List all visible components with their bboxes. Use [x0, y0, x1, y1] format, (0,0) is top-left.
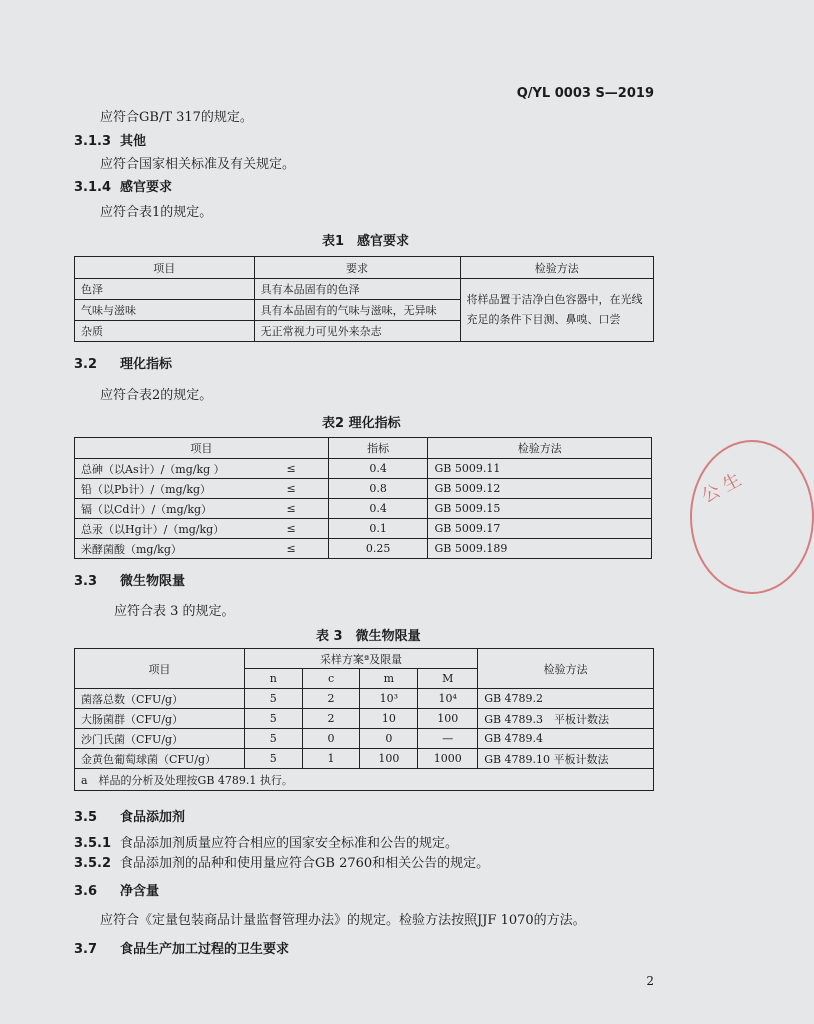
heading-3-7 — [74, 938, 289, 957]
table-cell: 10⁴ — [418, 689, 478, 709]
section-title: 其他 — [120, 134, 147, 149]
section-3-1-4-text: 应符合表1的规定。 — [100, 205, 213, 220]
section-title: 食品生产加工过程的卫生要求 — [120, 942, 290, 957]
table-cell: 镉（以Cd计）/（mg/kg） — [75, 499, 255, 519]
table-cell: — — [418, 729, 478, 749]
table-header: m — [360, 669, 418, 689]
clause-text: 食品添加剂的品种和使用量应符合GB 2760和相关公告的规定。 — [120, 856, 490, 871]
table-header: M — [418, 669, 478, 689]
table-cell: 铅（以Pb计）/（mg/kg） — [75, 479, 255, 499]
heading-3-1-4 — [74, 176, 172, 195]
table-cell: 具有本品固有的色泽 — [254, 279, 460, 300]
heading-3-6 — [74, 880, 159, 899]
heading-3-5 — [74, 806, 185, 825]
table2-physicochemical — [74, 437, 652, 559]
section-number: 3.1.4 — [74, 180, 112, 195]
table-cell: 10 — [360, 709, 418, 729]
table-cell: 0.1 — [328, 519, 428, 539]
table-cell: 5 — [244, 689, 302, 709]
section-3-6-text: 应符合《定量包装商品计量监督管理办法》的规定。检验方法按照JJF 1070的方法。 — [100, 913, 586, 928]
table-cell: 100 — [418, 709, 478, 729]
heading-3-2 — [74, 353, 172, 372]
table-cell: 1 — [302, 749, 360, 769]
table-header: n — [244, 669, 302, 689]
gb317-text: 应符合GB/T 317的规定。 — [100, 110, 253, 125]
table-cell: 5 — [244, 749, 302, 769]
section-title: 净含量 — [120, 884, 160, 899]
table-row — [75, 689, 654, 709]
table-row — [75, 729, 654, 749]
table-header: 检验方法 — [478, 649, 654, 689]
table-cell: 0.25 — [328, 539, 428, 559]
table-cell: 5 — [244, 729, 302, 749]
table-cell: 0.4 — [328, 459, 428, 479]
heading-3-3 — [74, 570, 185, 589]
section-number: 3.1.3 — [74, 134, 112, 149]
table-row — [75, 539, 652, 559]
table3-footnote: a 样品的分析及处理按GB 4789.1 执行。 — [75, 769, 654, 791]
table-cell: 0.4 — [328, 499, 428, 519]
section-number: 3.2 — [74, 357, 98, 372]
table-header: 项目 — [75, 649, 245, 689]
table-header: 检验方法 — [428, 438, 652, 459]
table-cell: 色泽 — [75, 279, 255, 300]
section-number: 3.5.1 — [74, 836, 112, 851]
table-cell: GB 5009.15 — [428, 499, 652, 519]
table-row — [75, 499, 652, 519]
table-cell: GB 5009.12 — [428, 479, 652, 499]
table-cell: ≤ — [254, 479, 328, 499]
section-number: 3.5 — [74, 810, 98, 825]
table-header-row — [75, 649, 654, 669]
red-seal-stamp: 公 生 — [690, 440, 814, 594]
table-cell: 5 — [244, 709, 302, 729]
table-cell: 10³ — [360, 689, 418, 709]
table3-microbial — [74, 648, 654, 791]
table-cell: 0 — [360, 729, 418, 749]
table-row — [75, 479, 652, 499]
table-header-row — [75, 257, 654, 279]
table-cell: 100 — [360, 749, 418, 769]
clause-3-5-2 — [74, 852, 489, 871]
table-footnote-row — [75, 769, 654, 791]
table-header: 采样方案ª及限量 — [244, 649, 477, 669]
table-header-row — [75, 438, 652, 459]
page-number: 2 — [646, 974, 654, 988]
section-number: 3.6 — [74, 884, 98, 899]
table-cell: ≤ — [254, 519, 328, 539]
table-row — [75, 709, 654, 729]
table-cell: 无正常视力可见外来杂志 — [254, 321, 460, 342]
table-header: 指标 — [328, 438, 428, 459]
section-3-3-text: 应符合表 3 的规定。 — [114, 604, 235, 619]
table3-caption: 表 3 微生物限量 — [316, 629, 421, 644]
section-number: 3.5.2 — [74, 856, 112, 871]
table-header: 项目 — [75, 438, 329, 459]
table-header: 检验方法 — [460, 257, 654, 279]
section-title: 理化指标 — [120, 357, 173, 372]
table-cell: GB 5009.17 — [428, 519, 652, 539]
table-cell: 沙门氏菌（CFU/g） — [75, 729, 245, 749]
table-cell: 大肠菌群（CFU/g） — [75, 709, 245, 729]
table-row — [75, 749, 654, 769]
table-cell: 金黄色葡萄球菌（CFU/g） — [75, 749, 245, 769]
section-title: 食品添加剂 — [120, 810, 186, 825]
table-header: c — [302, 669, 360, 689]
table-cell: GB 4789.10 平板计数法 — [478, 749, 654, 769]
table-cell: GB 5009.189 — [428, 539, 652, 559]
table-cell: 总砷（以As计）/（mg/kg ） — [75, 459, 255, 479]
table-cell: GB 5009.11 — [428, 459, 652, 479]
table-cell: ≤ — [254, 499, 328, 519]
section-3-1-3-text: 应符合国家相关标准及有关规定。 — [100, 157, 296, 172]
table-cell: ≤ — [254, 539, 328, 559]
table1-sensory — [74, 256, 654, 342]
table-row — [75, 519, 652, 539]
table-header: 要求 — [254, 257, 460, 279]
section-3-2-text: 应符合表2的规定。 — [100, 388, 213, 403]
table1-method-cell: 将样品置于洁净白色容器中，在光线充足的条件下目测、鼻嗅、口尝 — [460, 279, 654, 342]
table-cell: 0.8 — [328, 479, 428, 499]
table-row — [75, 459, 652, 479]
table-cell: GB 4789.2 — [478, 689, 654, 709]
table-row — [75, 279, 654, 300]
section-number: 3.3 — [74, 574, 98, 589]
table-cell: 杂质 — [75, 321, 255, 342]
section-number: 3.7 — [74, 942, 98, 957]
table1-caption: 表1 感官要求 — [322, 234, 410, 249]
clause-3-5-1 — [74, 832, 458, 851]
doc-code: Q/YL 0003 S—2019 — [516, 86, 654, 101]
table-cell: GB 4789.4 — [478, 729, 654, 749]
table-cell: 具有本品固有的气味与滋味，无异味 — [254, 300, 460, 321]
table-cell: GB 4789.3 平板计数法 — [478, 709, 654, 729]
clause-text: 食品添加剂质量应符合相应的国家安全标准和公告的规定。 — [120, 836, 459, 851]
section-title: 感官要求 — [120, 180, 173, 195]
table2-caption: 表2 理化指标 — [322, 416, 401, 431]
section-title: 微生物限量 — [120, 574, 186, 589]
table-cell: 气味与滋味 — [75, 300, 255, 321]
table-cell: 菌落总数（CFU/g） — [75, 689, 245, 709]
table-cell: 米酵菌酸（mg/kg） — [75, 539, 255, 559]
table-cell: 0 — [302, 729, 360, 749]
table-cell: ≤ — [254, 459, 328, 479]
table-header: 项目 — [75, 257, 255, 279]
table-cell: 2 — [302, 689, 360, 709]
table-cell: 总汞（以Hg计）/（mg/kg） — [75, 519, 255, 539]
table-cell: 2 — [302, 709, 360, 729]
table-cell: 1000 — [418, 749, 478, 769]
heading-3-1-3 — [74, 130, 146, 149]
